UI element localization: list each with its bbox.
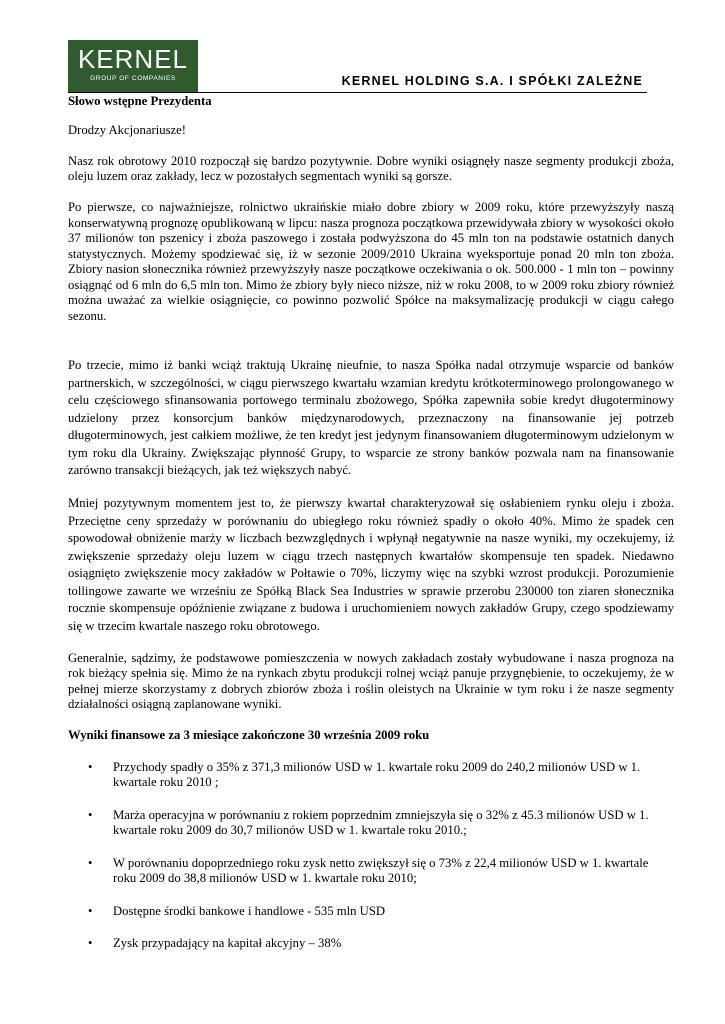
bullet-icon: • bbox=[88, 936, 93, 950]
paragraph-1: Nasz rok obrotowy 2010 rozpoczął się bardzo pozytywnie. Dobre wyniki osiągnęły nasze segmenty produkcji zboża, oleju luzem oraz zakłady, lecz w pozostałych segmentach wyniki są gorsze. bbox=[68, 153, 674, 183]
bullet-icon: • bbox=[88, 807, 93, 822]
document-title: Słowo wstępne Prezydenta bbox=[68, 94, 212, 108]
paragraph-3: Po trzecie, mimo iż banki wciąż traktują Ukrainę nieufnie, to nasza Spółka nadal otrzymuje wsparcie od banków partnerskich, w szczególności, w ciągu pierwszego kwartału wzamian kredytu krótkoterminowego prolongowanego w celu częściowego sfinansowania portowego terminalu zbożowego, Spółka zapewniła sobie kredyt długoterminowy udzielony przez konsorcjum banków międzynarodowych, przeznaczony na finansowanie jej potrzeb długoterminowych, jest całkiem możliwe, że ten kredyt jest jedynym finansowaniem długoterminowym udzielonym w tym roku dla Ukrainy. Zwiększając płynność Grupy, to wsparcie ze strony banków pozwala nam na finansowanie zarówno transakcji bieżących, jak też większych nabyć. bbox=[68, 358, 674, 477]
list-item bbox=[68, 904, 674, 920]
list-item-text: Dostępne środki bankowe i handlowe - 535 mln USD bbox=[113, 903, 386, 918]
header-divider bbox=[68, 92, 647, 93]
list-item-text: Marża operacyjna w porównaniu z rokiem poprzednim zmniejszyła się o 32% z 45.3 milionów USD w 1. kwartale roku 2009 do 30,7 milionów USD w 1. kwartale roku 2010.; bbox=[113, 807, 649, 837]
kernel-logo bbox=[68, 40, 198, 92]
logo-subtitle: GROUP OF COMPANIES bbox=[90, 75, 176, 82]
company-header: KERNEL HOLDING S.A. I SPÓŁKI ZALEŻNE bbox=[341, 74, 643, 88]
results-heading: Wyniki finansowe za 3 miesiące zakończone 30 września 2009 roku bbox=[68, 728, 430, 742]
paragraph-5: Generalnie, sądzimy, że podstawowe pomieszczenia w nowych zakładach zostały wybudowane i nasza prognoza na rok bieżący spełnia się. Mimo że na rynkach zbytu produkcji rolnej wciąż panuje przygnębienie, to oczekujemy, że w pełnej mierze skorzystamy z dobrych zbiorów zboża i roślin oleistych na Ukrainie w tym roku i że nasze segmenty działalności osiągną zaplanowane wyniki. bbox=[68, 650, 674, 711]
list-item bbox=[68, 936, 674, 952]
paragraph-4: Mniej pozytywnym momentem jest to, że pierwszy kwartał charakteryzował się osłabieniem rynku oleju i zboża. Przeciętne ceny sprzedaży w porównaniu do ubiegłego roku również spadły o około 40%. Mimo że spadek cen spowodował obniżenie marży w liczbach bezwzględnych i wpłynął negatywnie na nasze wyniki, my oczekujemy, iż zwiększenie sprzedaży oleju luzem w ciągu trzech następnych kwartałów skompensuje ten spadek. Niedawno osiągnięto zwiększenie mocy zakładów w Połtawie o 70%, liczymy więc na szybki wzrost produkcji. Porozumienie tollingowe zawarte we wrześniu ze Spółką Black Sea Industries w sprawie przerobu 230000 ton ziaren słonecznika rocznie skompensuje opóźnienie związane z budowa i uruchomieniem nowych zakładów Grupy, czego spodziewamy się w trzecim kwartale naszego roku obrotowego. bbox=[68, 496, 674, 633]
list-item-text: W porównaniu dopoprzedniego roku zysk netto zwiększył się o 73% z 22,4 milionów USD w 1. kwartale roku 2009 do 38,8 milionów USD w 1. kwartale roku 2010; bbox=[113, 855, 649, 885]
results-list bbox=[68, 760, 674, 952]
bullet-icon: • bbox=[88, 855, 93, 870]
list-item-text: Przychody spadły o 35% z 371,3 milionów USD w 1. kwartale roku 2009 do 240,2 milionów USD w 1. kwartale roku 2010 ; bbox=[113, 759, 641, 789]
logo-wordmark: KERNEL bbox=[77, 44, 189, 74]
greeting: Drodzy Akcjonariusze! bbox=[68, 122, 187, 137]
list-item bbox=[68, 808, 674, 839]
bullet-icon: • bbox=[88, 759, 93, 774]
paragraph-2: Po pierwsze, co najważniejsze, rolnictwo ukraińskie miało dobre zbiory w 2009 roku, które przewyższyły naszą konserwatywną prognozę opublikowaną w lipcu: nasza prognoza początkowa przewidywała zbiory w wysokości około 37 milionów ton pszenicy i zboża paszowego i została podwyższona do 45 mln ton na podstawie ostatnich danych statystycznych. Możemy spodziewać się, iż w sezonie 2009/2010 Ukraina wyeksportuje ponad 20 mln ton zboża. Zbiory nasion słonecznika również przewyższyły nasze początkowe oczekiwania o ok. 500.000 - 1 mln ton – powinny osiągnąć od 6 mln do 6,5 mln ton. Mimo że zbiory były nieco niższe, niż w roku 2008, to w 2009 roku zbiory również można uważać za wielkie osiągnięcie, co powinno pozwolić Spółce na maksymalizację produkcji w ciągu całego sezonu. bbox=[68, 200, 675, 323]
list-item bbox=[68, 760, 674, 791]
bullet-icon: • bbox=[88, 903, 93, 918]
document-body bbox=[68, 94, 674, 969]
list-item bbox=[68, 856, 674, 887]
list-item-text: Zysk przypadający na kapitał akcyjny – 38% bbox=[113, 936, 342, 950]
